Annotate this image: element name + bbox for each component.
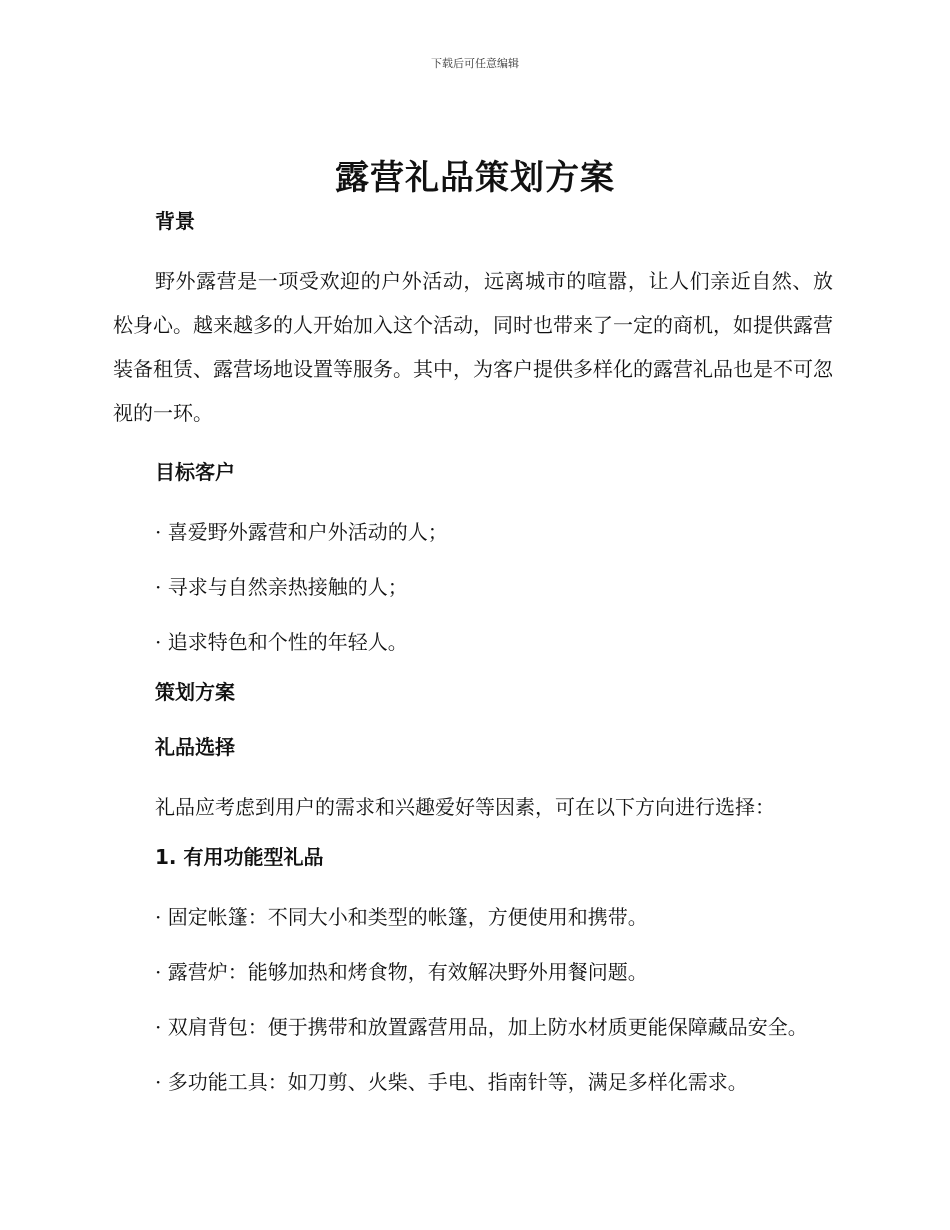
target-item: · 追求特色和个性的年轻人。 xyxy=(155,630,408,654)
gift-selection-paragraph: 礼品应考虑到用户的需求和兴趣爱好等因素，可在以下方向进行选择： xyxy=(155,795,775,819)
target-heading: 目标客户 xyxy=(155,460,235,484)
page-title: 露营礼品策划方案 xyxy=(335,158,615,198)
background-heading: 背景 xyxy=(155,209,195,233)
functional-item: · 固定帐篷：不同大小和类型的帐篷，方便使用和携带。 xyxy=(155,905,648,929)
plan-heading: 策划方案 xyxy=(155,680,235,704)
background-paragraph: 野外露营是一项受欢迎的户外活动，远离城市的喧嚣，让人们亲近自然、放松身心。越来越多的人开始加入这个活动，同时也带来了一定的商机，如提供露营装备租赁、露营场地设置等服务。其中，为客户提供多样化的露营礼品也是不可忽视的一环。 xyxy=(113,269,833,425)
gift-selection-heading: 礼品选择 xyxy=(155,735,235,759)
functional-item: · 双肩背包：便于携带和放置露营用品，加上防水材质更能保障藏品安全。 xyxy=(155,1015,808,1039)
functional-item: · 露营炉：能够加热和烤食物，有效解决野外用餐问题。 xyxy=(155,960,648,984)
header-note: 下载后可任意编辑 xyxy=(431,57,519,70)
functional-gifts-heading: 1. 有用功能型礼品 xyxy=(155,845,324,869)
target-item: · 喜爱野外露营和户外活动的人； xyxy=(155,520,448,544)
functional-item: · 多功能工具：如刀剪、火柴、手电、指南针等，满足多样化需求。 xyxy=(155,1070,748,1094)
document-body xyxy=(113,204,833,1104)
target-item: · 寻求与自然亲热接触的人； xyxy=(155,575,408,599)
